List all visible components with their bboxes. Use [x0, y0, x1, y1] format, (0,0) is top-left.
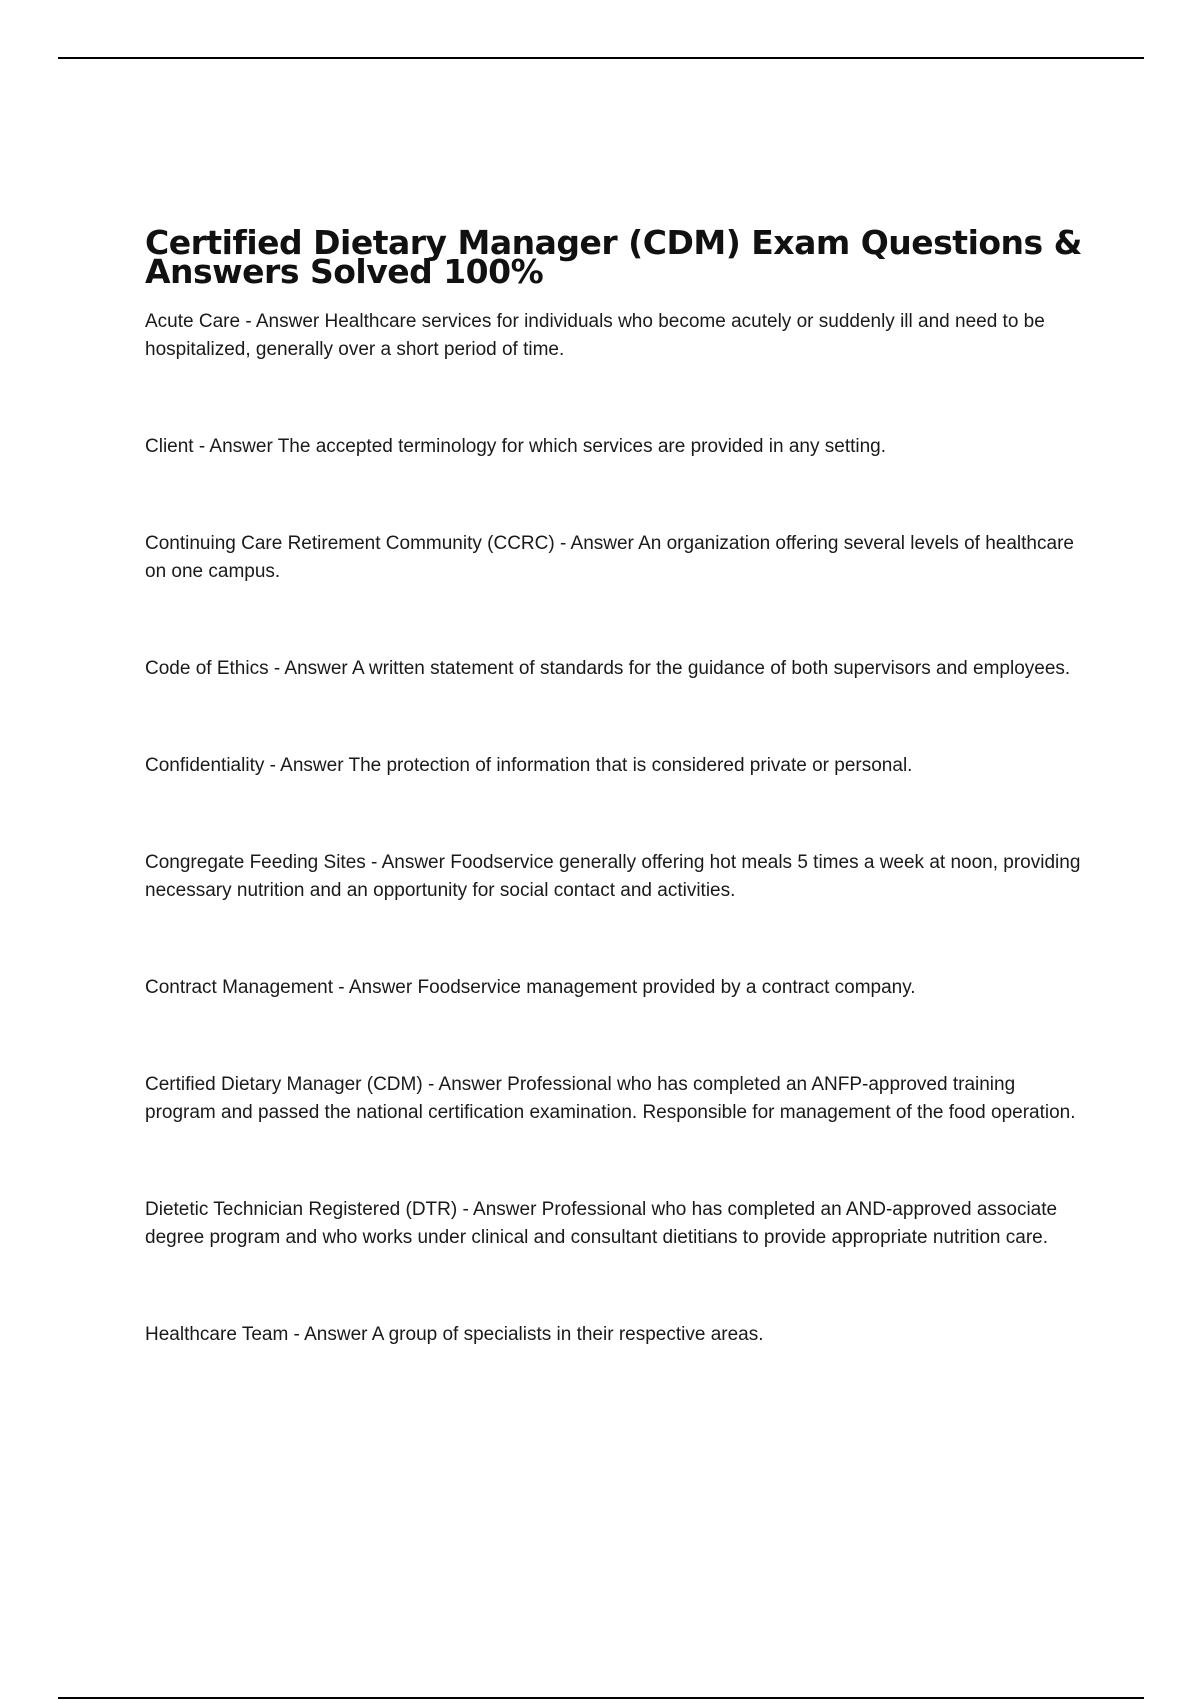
- entry-healthcare-team: Healthcare Team - Answer A group of specialists in their respective areas.: [145, 1324, 764, 1345]
- entry-confidentiality: Confidentiality - Answer The protection of information that is considered private or personal.: [145, 755, 913, 776]
- entry-list: [145, 308, 1085, 1349]
- footer-rule: [58, 1697, 1144, 1699]
- document-body: [145, 223, 1085, 1418]
- entry-contract-management: Contract Management - Answer Foodservice management provided by a contract company.: [145, 977, 916, 998]
- entry-acute-care: Acute Care - Answer Healthcare services for individuals who become acutely or suddenly ill and need to be hospitalized, generally over a short period of time.: [145, 311, 1045, 360]
- document-title: Certified Dietary Manager (CDM) Exam Questions & Answers Solved 100%: [145, 223, 1082, 291]
- entry-ccrc: Continuing Care Retirement Community (CCRC) - Answer An organization offering several levels of healthcare on one campus.: [145, 533, 1074, 582]
- entry-dtr: Dietetic Technician Registered (DTR) - Answer Professional who has completed an AND-approved associate degree program and who works under clinical and consultant dietitians to provide appropriate nutrition care.: [145, 1199, 1058, 1248]
- header-rule: [58, 57, 1144, 59]
- entry-client: Client - Answer The accepted terminology for which services are provided in any setting.: [145, 436, 887, 457]
- entry-code-of-ethics: Code of Ethics - Answer A written statement of standards for the guidance of both supervisors and employees.: [145, 658, 1071, 679]
- entry-congregate-feeding-sites: Congregate Feeding Sites - Answer Foodservice generally offering hot meals 5 times a week at noon, providing necessary nutrition and an opportunity for social contact and activities.: [145, 852, 1081, 901]
- entry-cdm: Certified Dietary Manager (CDM) - Answer Professional who has completed an ANFP-approved training program and passed the national certification examination. Responsible for management of the food operation.: [145, 1074, 1076, 1123]
